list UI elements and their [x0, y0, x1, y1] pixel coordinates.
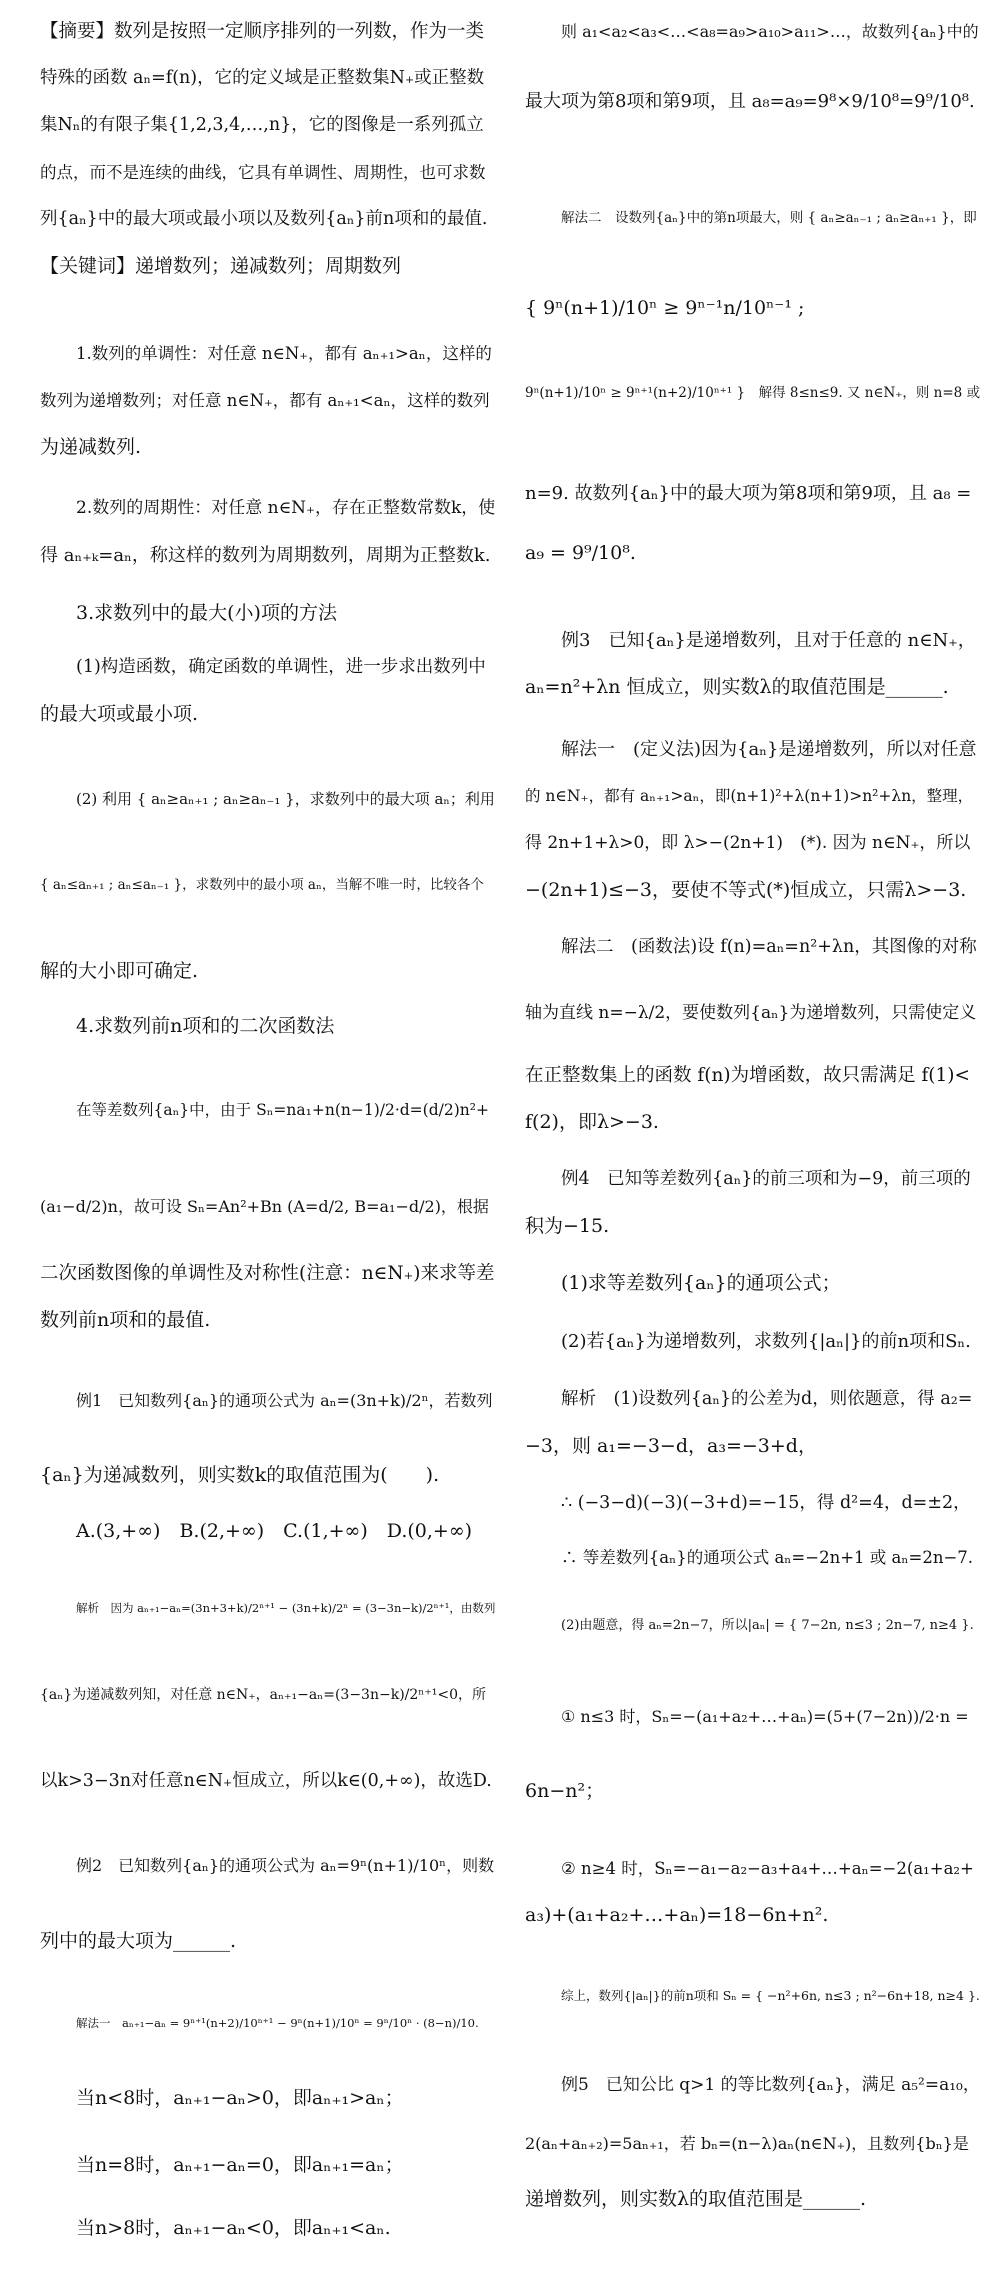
example-3-line-2: aₙ=n²+λn 恒成立，则实数λ的取值范围是______.	[525, 676, 949, 698]
case-n-less-8: 当n<8时，aₙ₊₁−aₙ>0，即aₙ₊₁>aₙ；	[76, 2087, 404, 2109]
quadratic-line-1: 在等差数列{aₙ}中，由于 Sₙ=na₁+n(n−1)/2·d=(d/2)n²+	[76, 1101, 489, 1119]
example-4-solution-line-3: ∴ (−3−d)(−3)(−3+d)=−15，得 d²=4，d=±2，	[561, 1493, 971, 1513]
example-5-line-2: 2(aₙ+aₙ₊₂)=5aₙ₊₁，若 bₙ=(n−λ)aₙ(n∈N₊)，且数列{bₙ}是	[525, 2134, 969, 2153]
example-3-solution-2-line-4: f(2)，即λ>−3.	[525, 1111, 659, 1133]
example-4-line-2: 积为−15.	[525, 1215, 610, 1237]
example-4-question-2: (2)若{aₙ}为递增数列，求数列{|aₙ|}的前n项和Sₙ.	[561, 1331, 971, 1352]
method-2-line-3: 解的大小即可确定.	[40, 960, 199, 982]
example-3-solution-2-line-2: 轴为直线 n=−λ/2，要使数列{aₙ}为递增数列，只需使定义	[525, 1003, 977, 1023]
example-5-line-3: 递增数列，则实数λ的取值范围是______.	[525, 2188, 867, 2210]
keywords-line: 【关键词】递增数列；递减数列；周期数列	[40, 255, 402, 277]
example-4-solution-line-4: ∴ 等差数列{aₙ}的通项公式 aₙ=−2n+1 或 aₙ=2n−7.	[561, 1548, 974, 1567]
example-1-solution-line-3: 以k>3−3n对任意n∈N₊恒成立，所以k∈(0,+∞)，故选D.	[40, 1771, 492, 1791]
method-1-line-1: (1)构造函数，确定函数的单调性，进一步求出数列中	[76, 657, 486, 677]
example-4-solution-line-2: −3，则 a₁=−3−d，a₃=−3+d，	[525, 1435, 817, 1457]
example-4-case-2-line-2: a₃)+(a₁+a₂+…+aₙ)=18−6n+n².	[525, 1904, 829, 1926]
case-n-equal-8: 当n=8时，aₙ₊₁−aₙ=0，即aₙ₊₁=aₙ；	[76, 2154, 404, 2176]
abstract-line-1: 【摘要】数列是按照一定顺序排列的一列数，作为一类	[40, 21, 485, 42]
example-3-solution-2-line-3: 在正整数集上的函数 f(n)为增函数，故只需满足 f(1)<	[525, 1065, 971, 1086]
example-2-solution-2-line-5: a₉ = 9⁹/10⁸.	[525, 542, 636, 564]
abstract-line-2: 特殊的函数 aₙ=f(n)，它的定义域是正整数集N₊或正整数	[40, 68, 485, 88]
example-4-line-1: 例4 已知等差数列{aₙ}的前三项和为−9，前三项的	[561, 1169, 971, 1189]
example-2-solution-2-line-4: n=9. 故数列{aₙ}中的最大项为第8项和第9项，且 a₈ =	[525, 483, 972, 504]
example-1-line-2: {aₙ}为递减数列，则实数k的取值范围为( ).	[40, 1464, 440, 1486]
example-1-solution-line-2: {aₙ}为递减数列知，对任意 n∈N₊，aₙ₊₁−aₙ=(3−3n−k)/2ⁿ⁺¹<0，所	[40, 1687, 486, 1703]
monotonicity-line-3: 为递减数列.	[40, 436, 142, 458]
example-2-solution-2-line-1: 解法二 设数列{aₙ}中的第n项最大，则 { aₙ≥aₙ₋₁ ; aₙ≥aₙ₊₁ }，即	[561, 210, 977, 226]
section-3-title: 3.求数列中的最大(小)项的方法	[76, 602, 337, 624]
quadratic-line-2: (a₁−d/2)n，故可设 Sₙ=An²+Bn (A=d/2, B=a₁−d/2)，根据	[40, 1197, 489, 1216]
example-4-conclusion: 综上，数列{|aₙ|}的前n项和 Sₙ = { −n²+6n, n≤3 ; n²−6n+18, n≥4 }.	[561, 1988, 980, 2003]
example-4-solution-line-1: 解析 (1)设数列{aₙ}的公差为d，则依题意，得 a₂=	[561, 1389, 973, 1409]
example-2-conclusion-line-1: 则 a₁<a₂<a₃<…<a₈=a₉>a₁₀>a₁₁>…，故数列{aₙ}中的	[561, 22, 979, 41]
example-1-line-1: 例1 已知数列{aₙ}的通项公式为 aₙ=(3n+k)/2ⁿ，若数列	[76, 1391, 493, 1410]
method-2-line-1: (2) 利用 { aₙ≥aₙ₊₁ ; aₙ≥aₙ₋₁ }，求数列中的最大项 aₙ；利用	[76, 790, 495, 808]
example-3-solution-1-line-2: 的 n∈N₊，都有 aₙ₊₁>aₙ，即(n+1)²+λ(n+1)>n²+λn，整理，	[525, 787, 974, 805]
section-4-title: 4.求数列前n项和的二次函数法	[76, 1015, 335, 1037]
example-2-line-1: 例2 已知数列{aₙ}的通项公式为 aₙ=9ⁿ(n+1)/10ⁿ，则数	[76, 1856, 495, 1875]
quadratic-line-4: 数列前n项和的最值.	[40, 1309, 211, 1331]
example-1-options: A.(3,+∞) B.(2,+∞) C.(1,+∞) D.(0,+∞)	[76, 1520, 473, 1542]
example-3-solution-1-line-1: 解法一 (定义法)因为{aₙ}是递增数列，所以对任意	[561, 739, 977, 760]
example-4-case-1-line-2: 6n−n²；	[525, 1780, 605, 1802]
example-4-solution-line-5: (2)由题意，得 aₙ=2n−7，所以|aₙ| = { 7−2n, n≤3 ; 2n−7, n≥4 }.	[561, 1618, 974, 1633]
example-2-line-2: 列中的最大项为______.	[40, 1930, 237, 1952]
example-5-line-1: 例5 已知公比 q>1 的等比数列{aₙ}，满足 a₅²=a₁₀，	[561, 2075, 980, 2095]
abstract-line-5: 列{aₙ}中的最大项或最小项以及数列{aₙ}前n项和的最值.	[40, 209, 488, 229]
quadratic-line-3: 二次函数图像的单调性及对称性(注意：n∈N₊)来求等差	[40, 1263, 495, 1284]
example-4-case-1-line-1: ① n≤3 时，Sₙ=−(a₁+a₂+…+aₙ)=(5+(7−2n))/2·n =	[561, 1707, 969, 1726]
example-4-question-1: (1)求等差数列{aₙ}的通项公式；	[561, 1272, 841, 1294]
periodicity-line-1: 2.数列的周期性：对任意 n∈N₊，存在正整数常数k，使	[76, 498, 495, 518]
example-3-line-1: 例3 已知{aₙ}是递增数列，且对于任意的 n∈N₊，	[561, 630, 976, 651]
example-2-solution-2-line-3: 9ⁿ(n+1)/10ⁿ ≥ 9ⁿ⁺¹(n+2)/10ⁿ⁺¹ } 解得 8≤n≤9. 又 n∈N₊，则 n=8 或	[525, 385, 980, 401]
periodicity-line-2: 得 aₙ₊ₖ=aₙ，称这样的数列为周期数列，周期为正整数k.	[40, 545, 491, 566]
monotonicity-line-2: 数列为递增数列；对任意 n∈N₊，都有 aₙ₊₁<aₙ，这样的数列	[40, 391, 490, 410]
example-2-solution-2-line-2: { 9ⁿ(n+1)/10ⁿ ≥ 9ⁿ⁻¹n/10ⁿ⁻¹ ;	[525, 297, 805, 319]
example-3-solution-2-line-1: 解法二 (函数法)设 f(n)=aₙ=n²+λn，其图像的对称	[561, 937, 977, 957]
abstract-line-3: 集Nₙ的有限子集{1,2,3,4,…,n}，它的图像是一系列孤立	[40, 115, 484, 135]
example-3-solution-1-line-3: 得 2n+1+λ>0，即 λ>−(2n+1) (*). 因为 n∈N₊，所以	[525, 833, 971, 853]
example-2-conclusion-line-2: 最大项为第8项和第9项，且 a₈=a₉=9⁸×9/10⁸=9⁹/10⁸.	[525, 91, 975, 112]
example-3-solution-1-line-4: −(2n+1)≤−3，要使不等式(*)恒成立，只需λ>−3.	[525, 879, 967, 901]
method-1-line-2: 的最大项或最小项.	[40, 703, 199, 725]
abstract-line-4: 的点，而不是连续的曲线，它具有单调性、周期性，也可求数	[40, 163, 486, 182]
example-4-case-2-line-1: ② n≥4 时，Sₙ=−a₁−a₂−a₃+a₄+…+aₙ=−2(a₁+a₂+	[561, 1859, 974, 1878]
example-1-solution-line-1: 解析 因为 aₙ₊₁−aₙ=(3n+3+k)/2ⁿ⁺¹ − (3n+k)/2ⁿ = (3−3n−k)/2ⁿ⁺¹，由数列	[76, 1601, 495, 1615]
method-2-line-2: { aₙ≤aₙ₊₁ ; aₙ≤aₙ₋₁ }，求数列中的最小项 aₙ，当解不唯一时，比较各个	[40, 877, 484, 893]
case-n-greater-8: 当n>8时，aₙ₊₁−aₙ<0，即aₙ₊₁<aₙ.	[76, 2217, 391, 2239]
example-2-solution-1-line-1: 解法一 aₙ₊₁−aₙ = 9ⁿ⁺¹(n+2)/10ⁿ⁺¹ − 9ⁿ(n+1)/10ⁿ = 9ⁿ/10ⁿ · (8−n)/10.	[76, 2016, 479, 2030]
monotonicity-line-1: 1.数列的单调性：对任意 n∈N₊，都有 aₙ₊₁>aₙ，这样的	[76, 344, 492, 363]
